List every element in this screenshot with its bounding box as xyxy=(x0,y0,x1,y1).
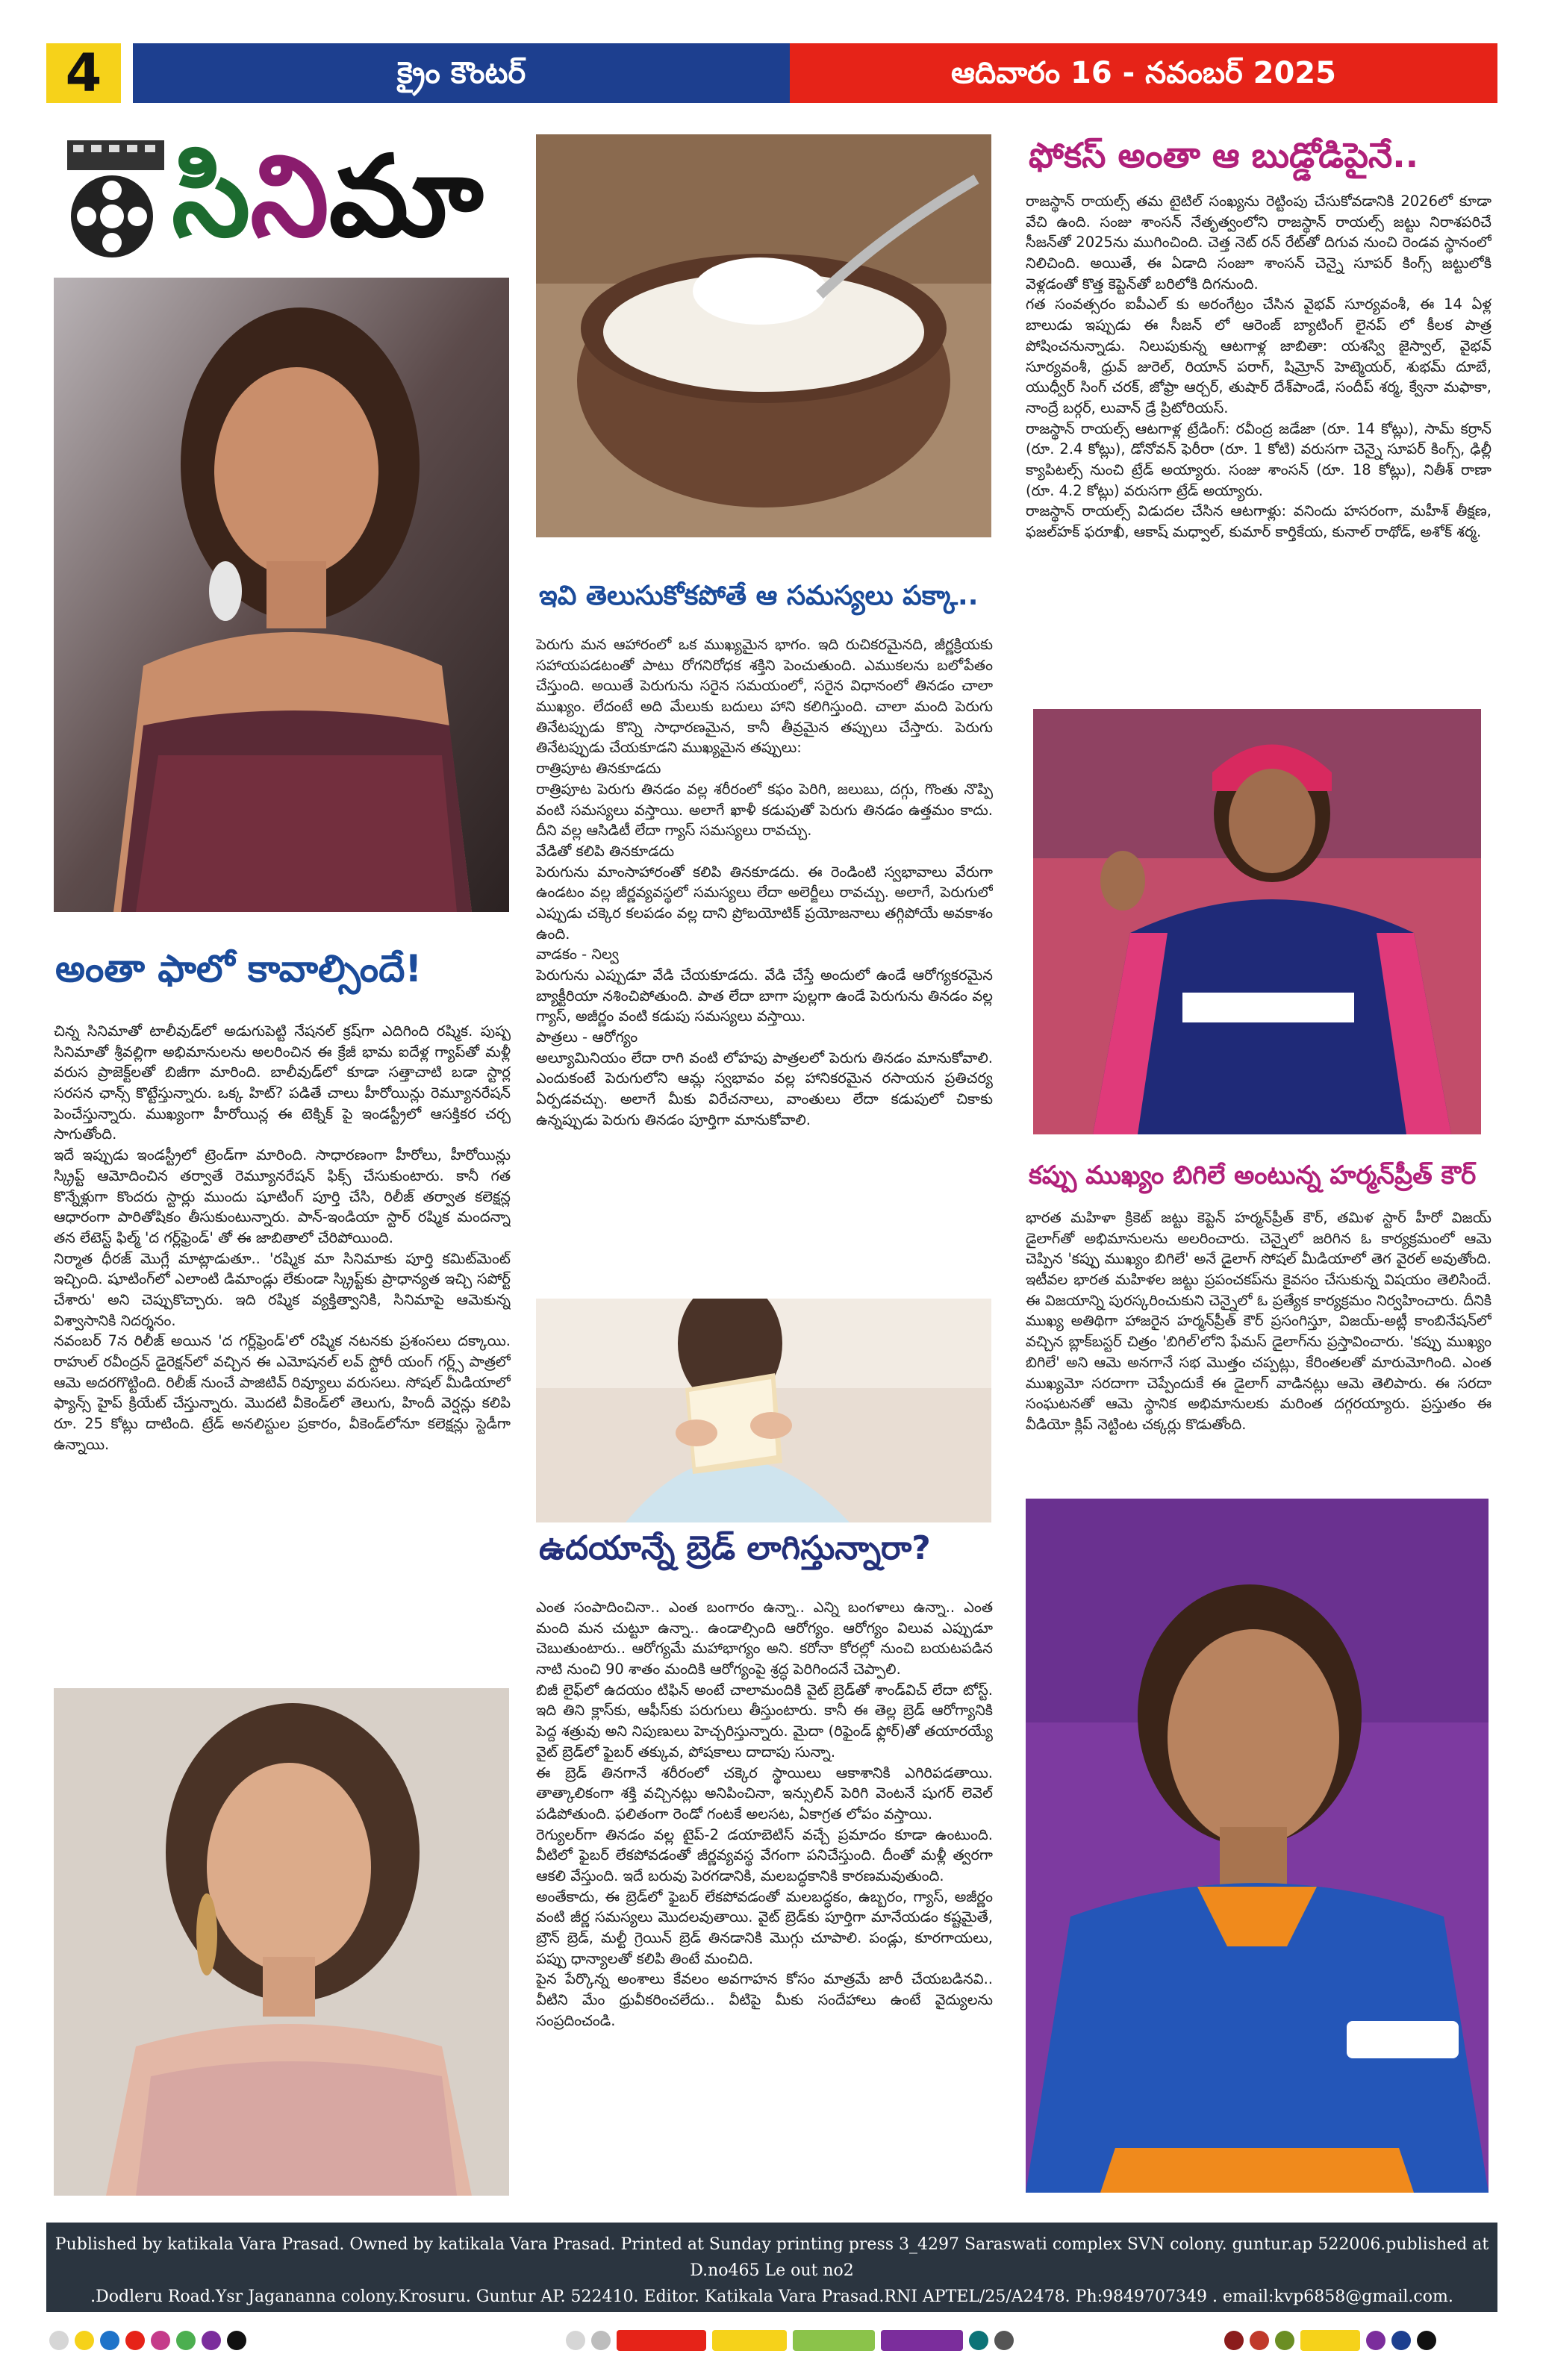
imprint-footer xyxy=(46,2223,1497,2312)
cricketer-photo xyxy=(1033,709,1481,1134)
color-registration-marks-center xyxy=(566,2327,1014,2354)
color-registration-marks-right xyxy=(1224,2327,1436,2354)
issue-date: ఆదివారం 16 - నవంబర్ 2025 xyxy=(790,43,1497,103)
bread-article-body: ఎంత సంపాదించినా.. ఎంత బంగారం ఉన్నా.. ఎన్ని బంగళాలు ఉన్నా.. ఎంత మంది మన చుట్టూ ఉన్నా.. ఉండాల్సింది ఆరోగ్యం. ఆరోగ్యం విలువ ఎప్పుడూ చెబుతుంటారు.. ఆరోగ్యమే మహాభాగ్యం అని. కరోనా కోరల్లో నుంచి బయటపడిన నాటి నుంచి 90 శాతం మందికి ఆరోగ్యంపై శ్రద్ధ పెరిగిందనే చెప్పాలి. బిజీ లైఫ్‌లో ఉదయం టిఫిన్ అంటే చాలామందికి వైట్ బ్రెడ్‌తో శాండ్‌విచ్ లేదా టోస్ట్. ఇది తిని క్లాస్‌కు, ఆఫీస్‌కు పరుగులు తీస్తుంటారు. కానీ ఈ తెల్ల బ్రెడ్ ఆరోగ్యానికి పెద్ద శత్రువు అని నిపుణులు హెచ్చరిస్తున్నారు. మైదా (రిఫైండ్ ఫ్లోర్)తో తయారయ్యే వైట్ బ్రెడ్‌లో ఫైబర్ తక్కువ, పోషకాలు దాదాపు సున్నా. ఈ బ్రెడ్ తినగానే శరీరంలో చక్కెర స్థాయిలు ఆకాశానికి ఎగిరిపడతాయి. తాత్కాలికంగా శక్తి వచ్చినట్లు అనిపించినా, ఇన్సులిన్ పెరిగి వెంటనే షుగర్ లెవెల్ పడిపోతుంది. ఫలితంగా రెండో గంటకే అలసట, ఏకాగ్రత లోపం వస్తాయి. రెగ్యులర్‌గా తినడం వల్ల టైప్-2 డయాబెటిస్ వచ్చే ప్రమాదం కూడా ఉంటుంది. వీటిలో ఫైబర్ లేకపోవడంతో జీర్ణవ్యవస్థ వేగంగా పనిచేస్తుంది. దీంతో మళ్లీ త్వరగా ఆకలి వేస్తుంది. ఇదే బరువు పెరగడానికి, మలబద్ధకానికి కారణమవుతుంది. అంతేకాదు, ఈ బ్రెడ్‌లో ఫైబర్ లేకపోవడంతో మలబద్ధకం, ఉబ్బరం, గ్యాస్, అజీర్ణం వంటి జీర్ణ సమస్యలు మొదలవుతాయి. వైట్ బ్రెడ్‌కు పూర్తిగా మానేయడం కష్టమైతే, బ్రౌన్ బ్రెడ్, మల్టీ గ్రెయిన్ బ్రెడ్ తినడానికి మొగ్గు చూపాలి. పండ్లు, కూరగాయలు, పప్పు ధాన్యాలతో కలిపి తింటే మంచిది. పైన పేర్కొన్న అంశాలు కేవలం అవగాహన కోసం మాత్రమే జారీ చేయబడినవి.. వీటిని మేం ధ్రువీకరించలేదు.. వీటిపై మీకు సందేహాలు ఉంటే వైద్యులను సంప్రదించండి. xyxy=(536,1599,993,2029)
page-number: 4 xyxy=(46,43,121,103)
cricket-article-body: రాజస్థాన్ రాయల్స్ తమ టైటిల్ సంఖ్యను రెట్టింపు చేసుకోవడానికి 2026లో కూడా వేచి ఉంది. సంజు శాంసన్ నేతృత్వంలోని రాజస్థాన్ రాయల్స్ జట్టు నిరాశపరిచే సీజన్‌తో 2025ను ముగించింది. చెత్త నెట్ రన్ రేట్‌తో దిగువ నుంచి రెండవ స్థానంలో నిలిచింది. అయితే, ఈ ఏడాది సంజూ శాంసన్ చెన్నై సూపర్ కింగ్స్ జట్టులోకి వెళ్లడంతో కొత్త కెప్టెన్‌తో బరిలోకి దిగనుంది. గత సంవత్సరం ఐపీఎల్ కు అరంగేట్రం చేసిన వైభవ్ సూర్యవంశీ, ఈ 14 ఏళ్ల బాలుడు ఇప్పుడు ఈ సీజన్ లో ఆరెంజ్ బ్యాటింగ్ లైనప్ లో కీలక పాత్ర పోషించనున్నాడు. నిలుపుకున్న ఆటగాళ్ల జాబితా: యశస్వి జైస్వాల్, వైభవ్ సూర్యవంశీ, ధ్రువ్ జురెల్, రియాన్ పరాగ్, షిమ్రోన్ హెట్మెయర్, శుభమ్ దూబే, యుధ్వీర్ సింగ్ చరక్, జోఫ్రా ఆర్చర్, తుషార్ దేశ్‌పాండే, సందీప్ శర్మ, క్వేనా మఫాకా, నాంద్రే బర్గర్, లువాన్ డ్రే ప్రిటోరియస్. రాజస్థాన్ రాయల్స్ ఆటగాళ్ల ట్రేడింగ్: రవీంద్ర జడేజా (రూ. 14 కోట్లు), సామ్ కర్రాన్ (రూ. 2.4 కోట్లు), డోనోవన్ ఫెరీరా (రూ. 1 కోటి) వరుసగా చెన్నై సూపర్ కింగ్స్, ఢిల్లీ క్యాపిటల్స్ నుంచి ట్రేడ్ అయ్యారు. సంజు శాంసన్ (రూ. 18 కోట్లు), నితీశ్ రాణా (రూ. 4.2 కోట్లు) వరుసగా ట్రేడ్ అయ్యారు. రాజస్థాన్ రాయల్స్ విడుదల చేసిన ఆటగాళ్లు: వనిందు హసరంగా, మహీశ్ తీక్షణ, ఫజల్‌హక్ ఫరూఖీ, ఆకాష్ మధ్వాల్, కుమార్ కార్తికేయ, కునాల్ రాథోడ్, అశోక్ శర్మ. xyxy=(1026,193,1491,540)
cinema-headline: అంతా ఫాలో కావాల్సిందే! xyxy=(55,947,423,990)
cinema-article-body: చిన్న సినిమాతో టాలీవుడ్‌లో అడుగుపెట్టి నేషనల్ క్రష్‌గా ఎదిగింది రష్మిక. పుష్ప సినిమాతో శ్రీవల్లిగా అభిమానులను అలరించిన ఈ క్రేజీ భామ ఐదేళ్ల గ్యాప్‌తో మళ్లీ వరుస ప్రాజెక్ట్‌లతో బిజీగా మారింది. బాలీవుడ్‌లో కూడా సత్తాచాటి బడా స్టార్ల సరసన ఛాన్స్ కొట్టేస్తున్నారు. ఒక్క హిట్? పడితే చాలు హీరోయిన్లు రెమ్యూనరేషన్ పెంచేస్తున్నారు. ముఖ్యంగా హీరోయిన్ల ఈ టెక్నిక్ పై ఇండస్ట్రీలో ఆసక్తికర చర్చ సాగుతోంది. ఇదే ఇప్పుడు ఇండస్ట్రీలో ట్రెండ్‌గా మారింది. సాధారణంగా హీరోలు, హీరోయిన్లు స్క్రిప్ట్ ఆమోదించిన తర్వాతే రెమ్యూనరేషన్ ఫిక్స్ చేసుకుంటారు. కానీ గత కొన్నేళ్లుగా కొందరు స్టార్లు ముందు షూటింగ్ పూర్తి చేసి, రిలీజ్ తర్వాత కలెక్షన్ల ఆధారంగా పారితోషికం తీసుకుంటున్నారు. పాన్-ఇండియా స్టార్ రష్మిక మందన్నా తన లేటెస్ట్ ఫిల్మ్ 'ద గర్ల్‌ఫ్రెండ్' తో ఈ జాబితాలో చేరిపోయింది. నిర్మాత ధీరజ్ మొగ్లే మాట్లాడుతూ.. 'రష్మిక మా సినిమాకు పూర్తి కమిట్‌మెంట్ ఇచ్చింది. షూటింగ్‌లో ఎలాంటి డిమాండ్లు లేకుండా స్క్రిప్ట్‌కు ప్రాధాన్యత ఇచ్చి సపోర్ట్ చేశారు' అని చెప్పుకొచ్చారు. ఇది రష్మిక వ్యక్తిత్వానికి, సినిమాపై ఆమెకున్న విశ్వాసానికి నిదర్శనం. నవంబర్ 7న రిలీజ్ అయిన 'ద గర్ల్‌ఫ్రెండ్'లో రష్మిక నటనకు ప్రశంసలు దక్కాయి. రాహుల్ రవీంద్రన్ డైరెక్షన్‌లో వచ్చిన ఈ ఎమోషనల్ లవ్ స్టోరీ యంగ్ గర్ల్స్ పాత్రలో ఆమె అదరగొట్టింది. రిలీజ్ నుంచే పాజిటివ్ రివ్యూలు వరుసలు. సోషల్ మీడియాలో ఫ్యాన్స్ హైప్ క్రియేట్ చేస్తున్నారు. మొదటి వీకెండ్‌లో తెలుగు, హిందీ వెర్షన్లు కలిపి రూ. 25 కోట్లు దాటింది. ట్రేడ్ అనలిస్టుల ప్రకారం, వీకెండ్‌లోనూ కలెక్షన్లు స్టెడీగా ఉన్నాయి. xyxy=(54,1022,511,1453)
harman-headline: కప్పు ముఖ్యం బిగిలే అంటున్న హర్మన్‌ప్రీత్ కౌర్ xyxy=(1029,1161,1477,1190)
cinema-logo-text: సినిమా xyxy=(172,131,484,262)
color-registration-marks-left xyxy=(49,2327,246,2354)
curd-headline: ఇవి తెలుసుకోకపోతే ఆ సమస్యలు పక్కా.. xyxy=(539,581,979,611)
actress-photo-rashmika xyxy=(54,1688,509,2196)
cricketer-photo-harmanpreet xyxy=(1026,1499,1489,2193)
bread-headline: ఉదయాన్నే బ్రెడ్ లాగిస్తున్నారా? xyxy=(539,1529,931,1567)
cricket-headline: ఫోకస్ అంతా ఆ బుడ్డోడిపైనే.. xyxy=(1029,135,1419,175)
imprint-line-2: .Dodleru Road.Ysr Jagananna colony.Krosuru. Guntur AP. 522410. Editor. Katikala Vara Prasad.RNI APTEL/25/A2478. Ph:9849707349 . email:kvp6858@gmail.com. xyxy=(90,2287,1453,2307)
harman-article-body: భారత మహిళా క్రికెట్ జట్టు కెప్టెన్ హర్మన్‌ప్రీత్ కౌర్, తమిళ స్టార్ హీరో విజయ్ డైలాగ్‌తో అభిమానులను అలరించారు. చెన్నైలో జరిగిన ఓ కార్యక్రమంలో ఆమె చెప్పిన 'కప్పు ముఖ్యం బిగిలే' అనే డైలాగ్ సోషల్ మీడియాలో తెగ వైరల్ అవుతోంది. ఇటీవల భారత మహిళల జట్టు ప్రపంచకప్‌ను కైవసం చేసుకున్న విషయం తెలిసిందే. ఈ విజయాన్ని పురస్కరించుకుని చెన్నైలో ఓ ప్రత్యేక కార్యక్రమం నిర్వహించారు. దీనికి ముఖ్య అతిథిగా హాజరైన హర్మన్‌ప్రీత్ కౌర్ ప్రసంగిస్తూ, విజయ్-అట్లీ కాంబినేషన్‌లో వచ్చిన బ్లాక్‌బస్టర్ చిత్రం 'బిగిల్'లోని ఫేమస్ డైలాగ్‌ను ప్రస్తావించారు. 'కప్పు ముఖ్యం బిగిలే' అని ఆమె అనగానే సభ మొత్తం చప్పట్లు, కేరింతలతో మారుమోగింది. ఎంత ముఖ్యమో సరదాగా చెప్పేందుకే ఈ డైలాగ్ వాడినట్లు ఆమె తెలిపారు. ఈ సరదా సంఘటనతో ఆమె స్థానిక అభిమానులకు మరింత దగ్గరయ్యారు. ప్రస్తుతం ఈ వీడియో క్లిప్ నెట్టింట చక్కర్లు కొడుతోంది. xyxy=(1026,1209,1491,1433)
imprint-line-1: Published by katikala Vara Prasad. Owned by katikala Vara Prasad. Printed at Sunday printing press 3_4297 Saraswati complex SVN colony. guntur.ap 522006.published at D.no465 Le out no2 xyxy=(54,2235,1489,2281)
curd-article-body: పెరుగు మన ఆహారంలో ఒక ముఖ్యమైన భాగం. ఇది రుచికరమైనది, జీర్ణక్రియకు సహాయపడటంతో పాటు రోగనిరోధక శక్తిని పెంచుతుంది. ఎముకలను బలోపేతం చేస్తుంది. అయితే పెరుగును సరైన సమయంలో, సరైన విధానంలో తినడం చాలా ముఖ్యం. లేదంటే అది మేలుకు బదులు హాని కలిగిస్తుంది. చాలా మంది పెరుగు తినేటప్పుడు కొన్ని సాధారణమైన, కానీ తీవ్రమైన తప్పులు చేస్తారు. పెరుగు తినేటప్పుడు చేయకూడని ముఖ్యమైన తప్పులు: రాత్రిపూట తినకూడదు రాత్రిపూట పెరుగు తినడం వల్ల శరీరంలో కఫం పెరిగి, జలుబు, దగ్గు, గొంతు నొప్పి వంటి సమస్యలు వస్తాయి. అలాగే ఖాళీ కడుపుతో పెరుగు తినడం ఉత్తమం కాదు. దీని వల్ల ఆసిడిటీ లేదా గ్యాస్ సమస్యలు రావచ్చు. వేడితో కలిపి తినకూడదు పెరుగును మాంసాహారంతో కలిపి తినకూడదు. ఈ రెండింటి స్వభావాలు వేరుగా ఉండటం వల్ల జీర్ణవ్యవస్థలో సమస్యలు లేదా అలెర్జీలు రావచ్చు. అలాగే, పెరుగులో ఎప్పుడు చక్కెర కలపడం వల్ల దాని ప్రోబయోటిక్ ప్రయోజనాలు తగ్గిపోయే అవకాశం ఉంది. వాడకం - నిల్వ పెరుగును ఎప్పుడూ వేడి చేయకూడదు. వేడి చేస్తే అందులో ఉండే ఆరోగ్యకరమైన బ్యాక్టీరియా నశించిపోతుంది. పాత లేదా బాగా పుల్లగా ఉండే పెరుగును తినడం వల్ల గ్యాస్, అజీర్ణం వంటి కడుపు సమస్యలు వస్తాయి. పాత్రలు - ఆరోగ్యం అల్యూమినియం లేదా రాగి వంటి లోహపు పాత్రలలో పెరుగు తినడం మానుకోవాలి. ఎందుకంటే పెరుగులోని ఆమ్ల స్వభావం వల్ల హానికరమైన రసాయన ప్రతిచర్య ఏర్పడవచ్చు. అలాగే మీకు విరేచనాలు, వాంతులు లేదా కడుపులో చికాకు ఉన్నప్పుడు పెరుగు తినడం పూర్తిగా మానుకోవాలి. xyxy=(536,636,993,1128)
curd-bowl-photo xyxy=(536,134,991,537)
bread-eating-photo xyxy=(536,1299,991,1522)
publication-name: క్రైం కౌంటర్ xyxy=(133,43,790,103)
film-reel-icon xyxy=(60,134,172,261)
actress-photo-priyanka xyxy=(54,278,509,912)
